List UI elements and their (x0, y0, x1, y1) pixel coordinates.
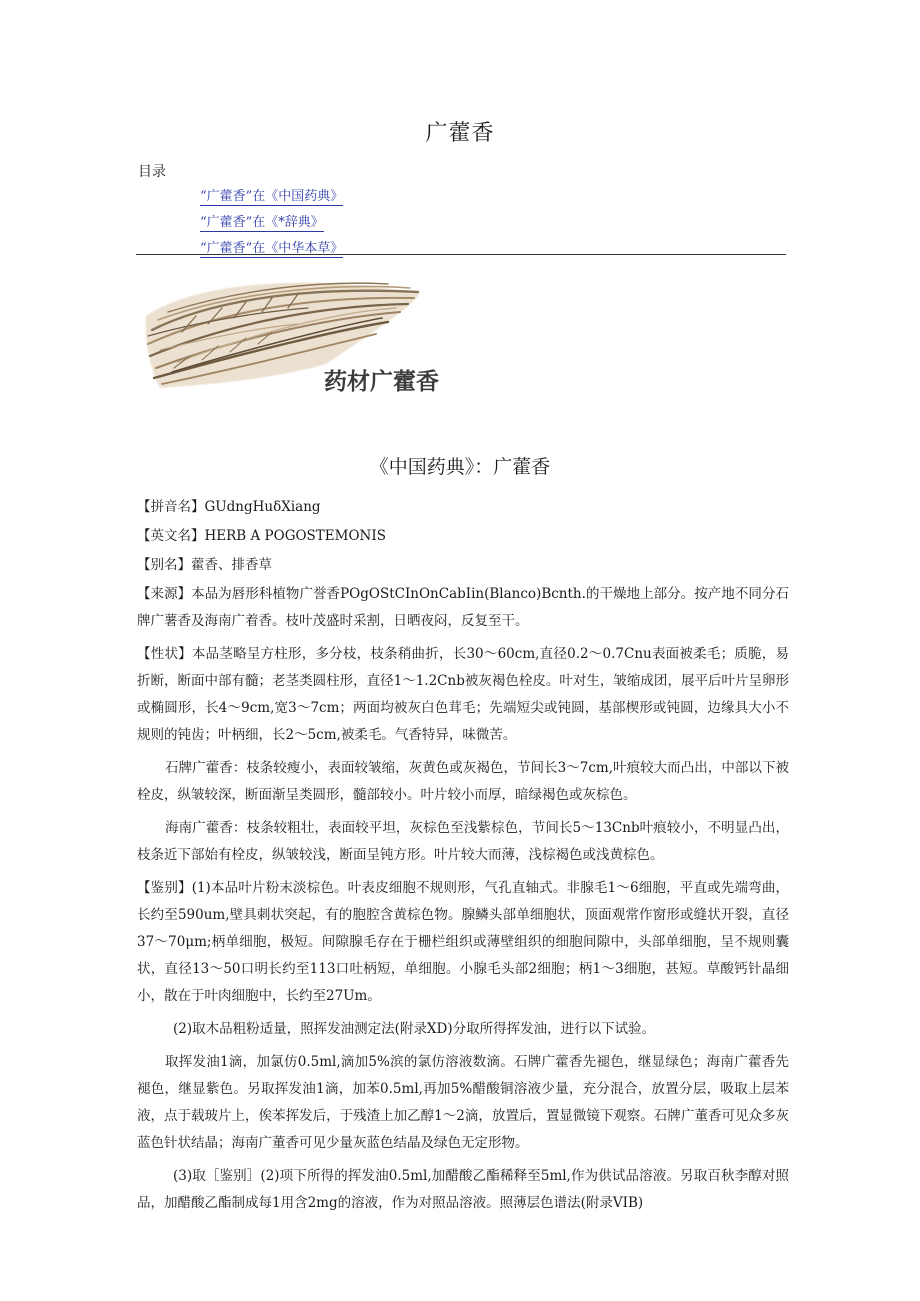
hainan-paragraph: 海南广藿香：枝条较粗壮，表面较平坦，灰棕色至浅紫棕色，节间长5～13Cnb叶痕较小，不明显凸出，枝条近下部始有栓皮，纵皱较浅，断面呈钝方形。叶片较大而薄，浅棕褐色或浅黄棕色。 (137, 820, 789, 863)
divider (136, 254, 786, 255)
toc-heading: 目录 (138, 164, 166, 180)
toc-link-zhonghua-bencao[interactable]: “广藿香”在《中华本草》 (200, 241, 344, 256)
toc-item (200, 210, 343, 236)
table-of-contents (200, 184, 343, 262)
section-content (137, 494, 789, 1223)
herb-image (138, 272, 440, 398)
image-caption: 药材广藿香 (324, 369, 439, 395)
toc-link-pharmacopoeia[interactable]: “广藿香”在《中国药典》 (200, 189, 344, 204)
section-title: 《中国药典》：广藿香 (369, 456, 551, 478)
identification-2-paragraph: (2)取木品粗粉适量，照挥发油测定法(附录XD)分取所得挥发油，进行以下试验。 (173, 1021, 656, 1037)
pinyin-name: 【拼音名】GUdngHuδXiang (137, 499, 321, 515)
test-paragraph: 取挥发油1滴，加氯仿0.5ml,滴加5%滨的氯仿溶液数滴。石牌广藿香先褪色，继显绿色；海南广藿香先褪色，继显紫色。另取挥发油1滴，加苯0.5ml,再加5%醋酸铜溶液少量，充分混合，放置分层，吸取上层苯液，点于载玻片上，俟苯挥发后，于残渣上加乙醇1～2滴，放置后，置显微镜下观察。石牌广董香可见众多灰蓝色针状结晶；海南广董香可见少量灰蓝色结晶及绿色无定形物。 (137, 1054, 789, 1151)
shipai-paragraph: 石牌广藿香：枝条较瘦小，表面较皱缩，灰黄色或灰褐色，节间长3～7cm,叶痕较大而凸出，中部以下被栓皮，纵皱较深，断面渐呈类圆形，髓部较小。叶片较小而厚，暗绿褐色或灰棕色。 (137, 760, 789, 803)
alias: 【别名】藿香、排香草 (137, 557, 272, 573)
toc-link-dictionary[interactable]: “广藿香”在《*辞典》 (200, 215, 324, 230)
source-paragraph: 【来源】本品为唇形科植物广誉香POgOStCInOnCabIin(Blanco)Bcnth.的干燥地上部分。按产地不同分石牌广薯香及海南广着香。枝叶茂盛时采割，日晒夜闷，反复至干。 (137, 586, 789, 629)
toc-item (200, 236, 343, 262)
identification-paragraph: 【鉴别】(1)本品叶片粉末淡棕色。叶表皮细胞不规则形，气孔直轴式。非腺毛1～6细胞，平直或先端弯曲，长约至590um,壁具刺状突起，有的胞腔含黄棕色物。腺鳞头部单细胞状，顶面观常作窗形或缝状开裂，直径37～70μm;柄单细胞，极短。间隙腺毛存在于栅栏组织或薄壁组织的细胞间隙中，头部单细胞，呈不规则囊状，直径13～50口明长约至113口吐柄短，单细胞。小腺毛头部2细胞；柄1～3细胞，甚短。草酸钙针晶细小，散在于叶肉细胞中，长约至27Um。 (137, 880, 789, 1004)
english-name: 【英文名】HERB A POGOSTEMONIS (137, 528, 386, 544)
toc-item (200, 184, 343, 210)
identification-3-paragraph: (3)取［鉴别］(2)项下所得的挥发油0.5ml,加醋酸乙酯稀释至5ml,作为供试品溶液。另取百秋李醇对照品，加醋酸乙酯制成每1用含2mg的溶液，作为对照品溶液。照薄层色谱法(附录VIB) (137, 1168, 789, 1211)
page-title: 广藿香 (425, 121, 495, 146)
characteristics-paragraph: 【性状】本品茎略呈方柱形，多分枝，枝条稍曲折，长30～60cm,直径0.2～0.7Cnu表面被柔毛；质脆，易折断，断面中部有髓；老茎类圆柱形，直径1～1.2Cnb被灰褐色栓皮。叶对生，皱缩成团，展平后叶片呈卵形或椭圆形，长4～9cm,宽3～7cm；两面均被灰白色茸毛；先端短尖或钝圆，基部楔形或钝圆，边缘具大小不规则的钝齿；叶柄细，长2～5cm,被柔毛。气香特异，味微苦。 (137, 646, 789, 743)
